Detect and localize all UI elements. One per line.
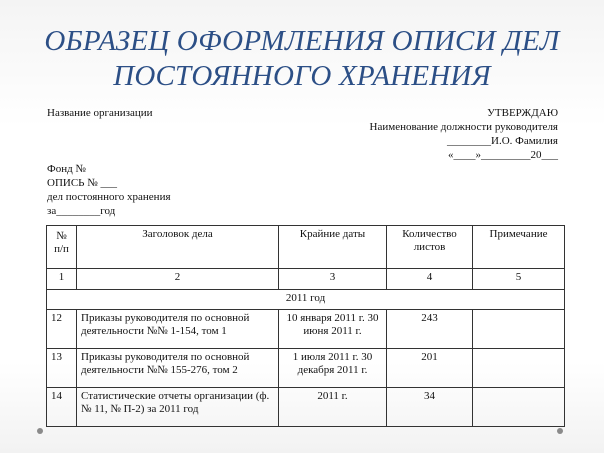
row-title: Приказы руководителя по основной деятельности №№ 1-154, том 1	[77, 310, 279, 349]
row-sheets: 34	[387, 388, 473, 427]
cases-register-table	[46, 225, 565, 427]
row-dates: 2011 г.	[279, 388, 387, 427]
row-title: Статистические отчеты организации (ф.№ 11, № П-2) за 2011 год	[77, 388, 279, 427]
table-header-row	[47, 226, 565, 269]
year-row	[47, 290, 565, 310]
fond-block	[47, 162, 171, 218]
fond-number: Фонд №	[47, 163, 86, 175]
col-number: 5	[473, 269, 565, 290]
page-title	[0, 24, 604, 94]
header-title: Заголовок дела	[77, 226, 279, 269]
row-dates: 1 июля 2011 г. 30 декабря 2011 г.	[279, 349, 387, 388]
approval-date: «____»_________20___	[448, 149, 558, 161]
approval-block	[370, 106, 558, 162]
column-number-row	[47, 269, 565, 290]
slide-dot-left	[37, 428, 43, 434]
approver-position: Наименование должности руководителя	[369, 121, 558, 133]
title-line-2: ПОСТОЯННОГО ХРАНЕНИЯ	[113, 60, 491, 92]
header-num: № п/п	[47, 226, 77, 269]
row-num: 12	[47, 310, 77, 349]
organization-name: Название организации	[47, 107, 153, 119]
row-num: 13	[47, 349, 77, 388]
cases-type: дел постоянного хранения	[47, 191, 171, 203]
row-note	[473, 310, 565, 349]
header-sheets: Количество листов	[387, 226, 473, 269]
row-note	[473, 388, 565, 427]
title-line-1: ОБРАЗЕЦ ОФОРМЛЕНИЯ ОПИСИ ДЕЛ	[44, 25, 560, 57]
col-number: 3	[279, 269, 387, 290]
col-number: 4	[387, 269, 473, 290]
opis-year: за________год	[47, 205, 116, 217]
row-title: Приказы руководителя по основной деятельности №№ 155-276, том 2	[77, 349, 279, 388]
organization-block	[47, 106, 153, 120]
col-number: 2	[77, 269, 279, 290]
header-dates: Крайние даты	[279, 226, 387, 269]
row-num: 14	[47, 388, 77, 427]
slide-dot-right	[557, 428, 563, 434]
col-number: 1	[47, 269, 77, 290]
table-row	[47, 388, 565, 427]
approver-signature: ________И.О. Фамилия	[447, 135, 558, 147]
approval-heading: УТВЕРЖДАЮ	[487, 107, 558, 119]
year-label: 2011 год	[47, 290, 565, 310]
row-dates: 10 января 2011 г. 30 июня 2011 г.	[279, 310, 387, 349]
row-note	[473, 349, 565, 388]
table-row	[47, 310, 565, 349]
row-sheets: 201	[387, 349, 473, 388]
row-sheets: 243	[387, 310, 473, 349]
table-row	[47, 349, 565, 388]
header-note: Примечание	[473, 226, 565, 269]
opis-number: ОПИСЬ № ___	[47, 177, 117, 189]
